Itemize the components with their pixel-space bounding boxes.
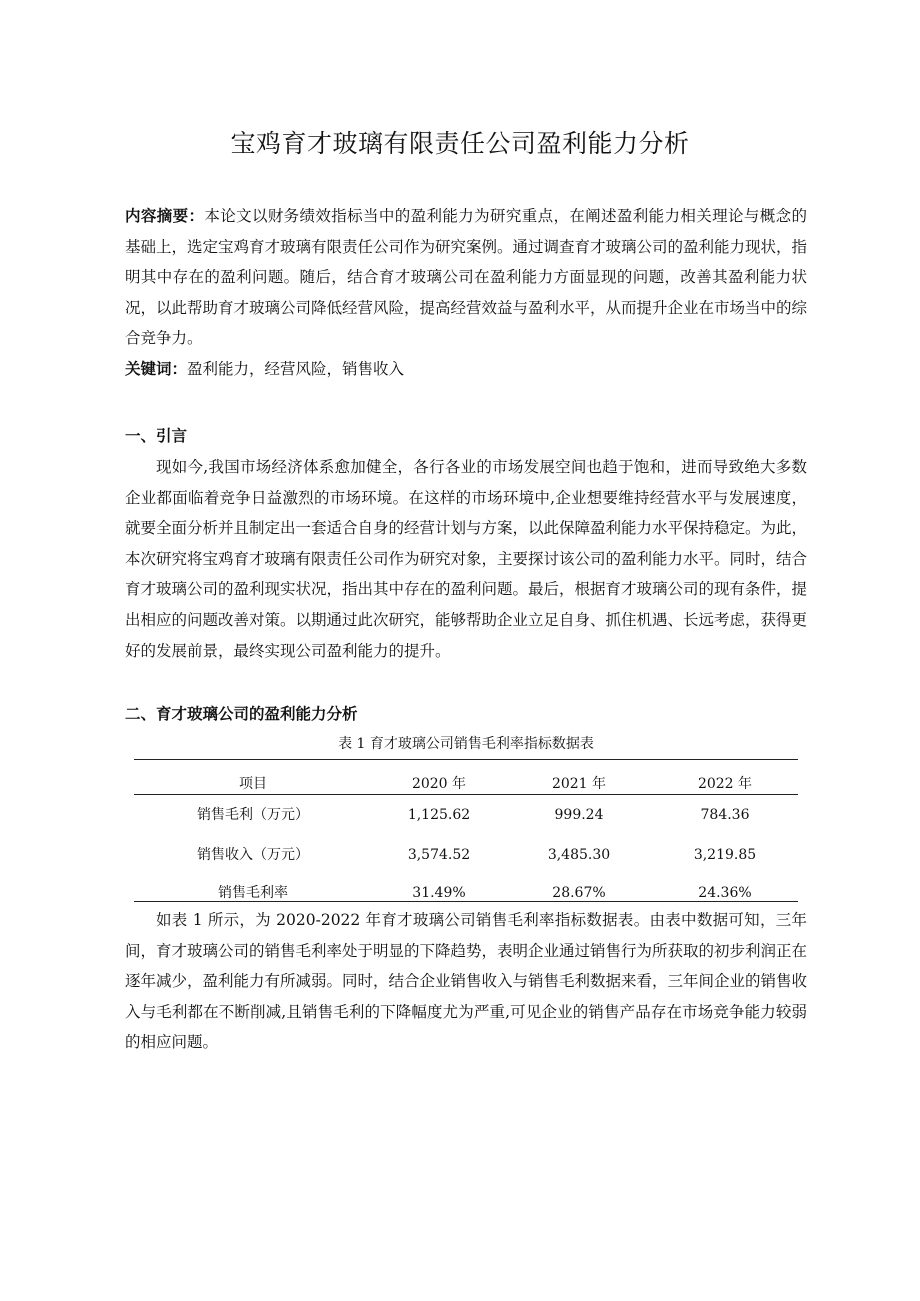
table-cell: 销售毛利（万元） — [197, 807, 309, 823]
table-cell: 销售毛利率 — [218, 885, 288, 901]
section-heading-introduction: 一、引言 — [125, 427, 188, 445]
section-heading-profitability-analysis: 二、育才玻璃公司的盈利能力分析 — [125, 705, 358, 723]
table-row — [134, 804, 798, 826]
table-cell: 784.36 — [700, 807, 750, 823]
table-header-cell: 项目 — [239, 776, 267, 792]
table-cell: 1,125.62 — [407, 807, 471, 823]
table-cell: 3,219.85 — [693, 847, 757, 863]
table-row — [134, 882, 798, 904]
table-cell: 销售收入（万元） — [197, 847, 309, 863]
table-header-cell: 2020 年 — [411, 776, 467, 792]
abstract-label: 内容摘要： — [125, 207, 205, 225]
table-cell: 3,485.30 — [547, 847, 611, 863]
keywords-text: 盈利能力，经营风险，销售收入 — [187, 360, 405, 378]
keywords-paragraph — [125, 354, 807, 385]
abstract-text: 本论文以财务绩效指标当中的盈利能力为研究重点，在阐述盈利能力相关理论与概念的基础上，选定宝鸡育才玻璃有限责任公司作为研究案例。通过调查育才玻璃公司的盈利能力现状，指明其中存在的盈利问题。随后，结合育才玻璃公司在盈利能力方面显现的问题，改善其盈利能力状况，以此帮助育才玻璃公司降低经营风险，提高经营效益与盈利水平，从而提升企业在市场当中的综合竞争力。 — [125, 207, 808, 348]
table-top-rule — [134, 759, 798, 760]
table-header-row — [134, 773, 798, 795]
abstract-paragraph — [125, 201, 807, 354]
table-cell: 999.24 — [554, 807, 604, 823]
table-caption: 表 1 育才玻璃公司销售毛利率指标数据表 — [338, 736, 594, 752]
table-cell: 24.36% — [698, 885, 752, 901]
page-title: 宝鸡育才玻璃有限责任公司盈利能力分析 — [230, 129, 690, 158]
keywords-label: 关键词： — [125, 360, 188, 378]
table-header-cell: 2022 年 — [697, 776, 753, 792]
table-header-cell: 2021 年 — [551, 776, 607, 792]
table-cell: 3,574.52 — [407, 847, 471, 863]
table-row — [134, 844, 798, 866]
table-cell: 31.49% — [412, 885, 466, 901]
table-analysis-paragraph: 如表 1 所示，为 2020-2022 年育才玻璃公司销售毛利率指标数据表。由表中数据可知，三年间，育才玻璃公司的销售毛利率处于明显的下降趋势，表明企业通过销售行为所获取的初步利润正在逐年减少，盈利能力有所减弱。同时，结合企业销售收入与销售毛利数据来看，三年间企业的销售收入与毛利都在不断削减,且销售毛利的下降幅度尤为严重,可见企业的销售产品存在市场竞争能力较弱的相应问题。 — [125, 911, 808, 1052]
introduction-paragraph: 现如今,我国市场经济体系愈加健全，各行各业的市场发展空间也趋于饱和，进而导致绝大多数企业都面临着竞争日益激烈的市场环境。在这样的市场环境中,企业想要维持经营水平与发展速度，就要全面分析并且制定出一套适合自身的经营计划与方案，以此保障盈利能力水平保持稳定。为此，本次研究将宝鸡育才玻璃有限责任公司作为研究对象，主要探讨该公司的盈利能力水平。同时，结合育才玻璃公司的盈利现实状况，指出其中存在的盈利问题。最后，根据育才玻璃公司的现有条件，提出相应的问题改善对策。以期通过此次研究，能够帮助企业立足自身、抓住机遇、长远考虑，获得更好的发展前景，最终实现公司盈利能力的提升。 — [125, 458, 808, 660]
table-cell: 28.67% — [552, 885, 606, 901]
